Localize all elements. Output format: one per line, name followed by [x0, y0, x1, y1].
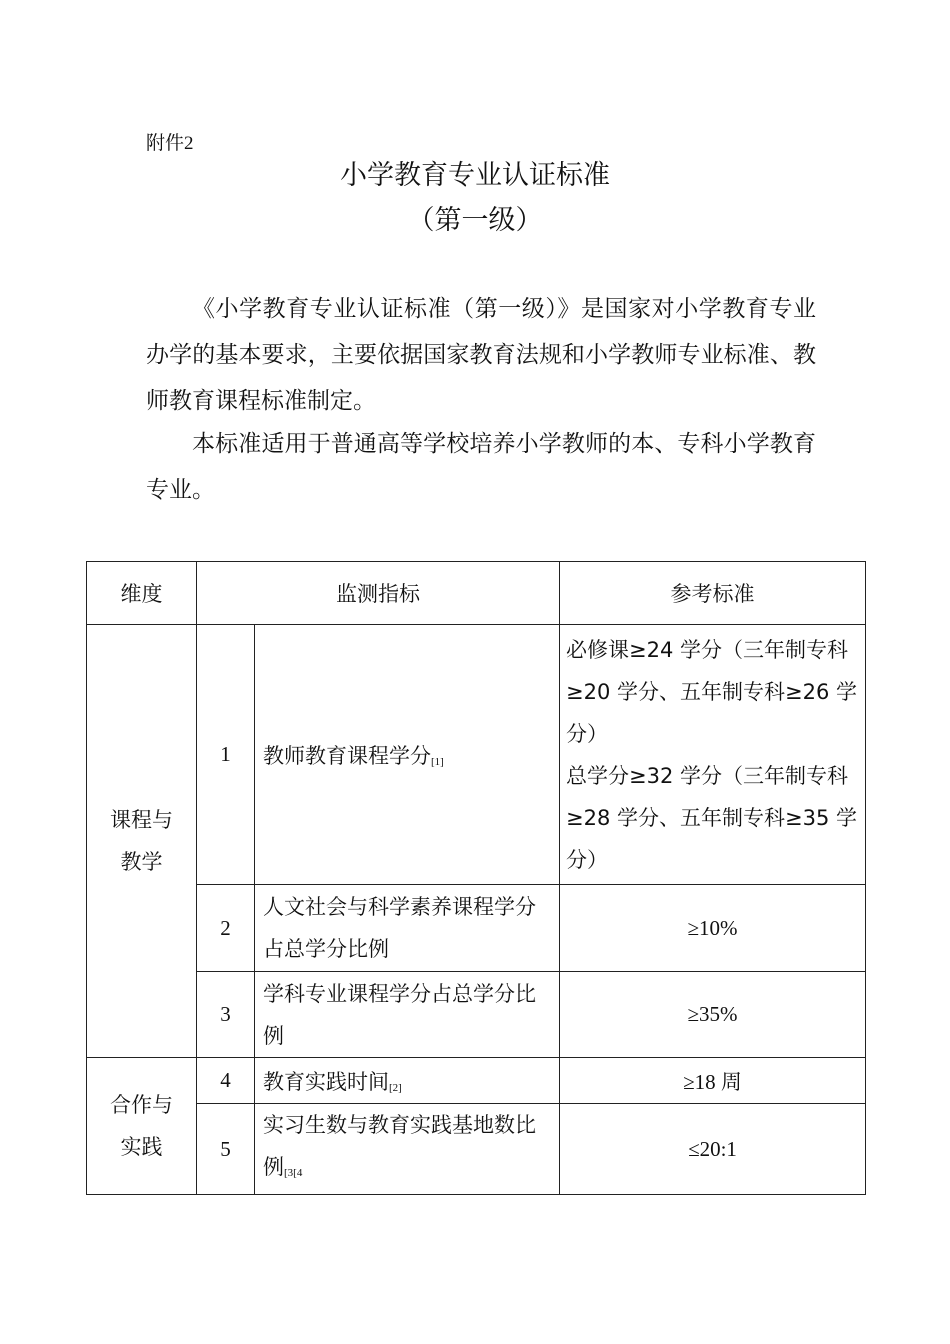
dimension-line: 课程与 [110, 808, 173, 832]
reference-line: 总学分≥32 学分（三年制专科≥28 学分、五年制专科≥35 学分） [566, 763, 857, 872]
table-row [87, 1104, 866, 1195]
table-row [87, 885, 866, 972]
row-number: 5 [197, 1104, 255, 1195]
indicator-text: 教师教育课程学分 [263, 743, 431, 768]
header-reference: 参考标准 [560, 562, 866, 625]
indicator-cell [255, 625, 560, 885]
indicator-cell [255, 885, 560, 972]
row-number: 4 [197, 1058, 255, 1104]
indicator-cell [255, 1104, 560, 1195]
indicator-text: 实习生数与教育实践基地数比例 [263, 1113, 536, 1179]
attachment-number: 2 [184, 133, 194, 154]
document-subtitle: （第一级） [407, 205, 543, 236]
dimension-line: 教学 [120, 850, 163, 874]
dimension-cell [87, 625, 197, 1058]
standards-table [86, 561, 866, 1195]
header-indicator: 监测指标 [197, 562, 560, 625]
intro-paragraph-2: 本标准适用于普通高等学校培养小学教师的本、专科小学教育专业。 [146, 431, 816, 503]
dimension-cell [87, 1058, 197, 1195]
row-number: 1 [197, 625, 255, 885]
attachment-label: 附件2 [146, 132, 194, 154]
table-row [87, 972, 866, 1058]
footnote-ref: [3[4 [284, 1167, 303, 1179]
row-number: 3 [197, 972, 255, 1058]
indicator-text: 人文社会与科学素养课程学分占总学分比例 [263, 895, 536, 961]
reference-cell: ≥18 周 [560, 1058, 866, 1104]
footnote-ref: [2] [389, 1081, 402, 1094]
reference-cell: ≥10% [560, 885, 866, 972]
dimension-line: 实践 [120, 1135, 163, 1159]
indicator-text: 教育实践时间 [263, 1069, 389, 1094]
intro-paragraph-1: 《小学教育专业认证标准（第一级）》是国家对小学教育专业办学的基本要求，主要依据国家教育法规和小学教师专业标准、教师教育课程标准制定。 [146, 296, 816, 414]
dimension-line: 合作与 [110, 1093, 173, 1117]
footnote-ref: [1] [431, 755, 444, 768]
row-number: 2 [197, 885, 255, 972]
header-dimension: 维度 [87, 562, 197, 625]
document-title: 小学教育专业认证标准 [340, 160, 610, 191]
table-row [87, 625, 866, 885]
indicator-text: 学科专业课程学分占总学分比例 [263, 981, 536, 1048]
reference-cell: ≤20:1 [560, 1104, 866, 1195]
indicator-cell [255, 1058, 560, 1104]
reference-line: 必修课≥24 学分（三年制专科≥20 学分、五年制专科≥26 学分） [566, 637, 857, 746]
reference-cell [560, 625, 866, 885]
indicator-cell [255, 972, 560, 1058]
table-row [87, 1058, 866, 1104]
table-header-row [87, 562, 866, 625]
reference-cell: ≥35% [560, 972, 866, 1058]
